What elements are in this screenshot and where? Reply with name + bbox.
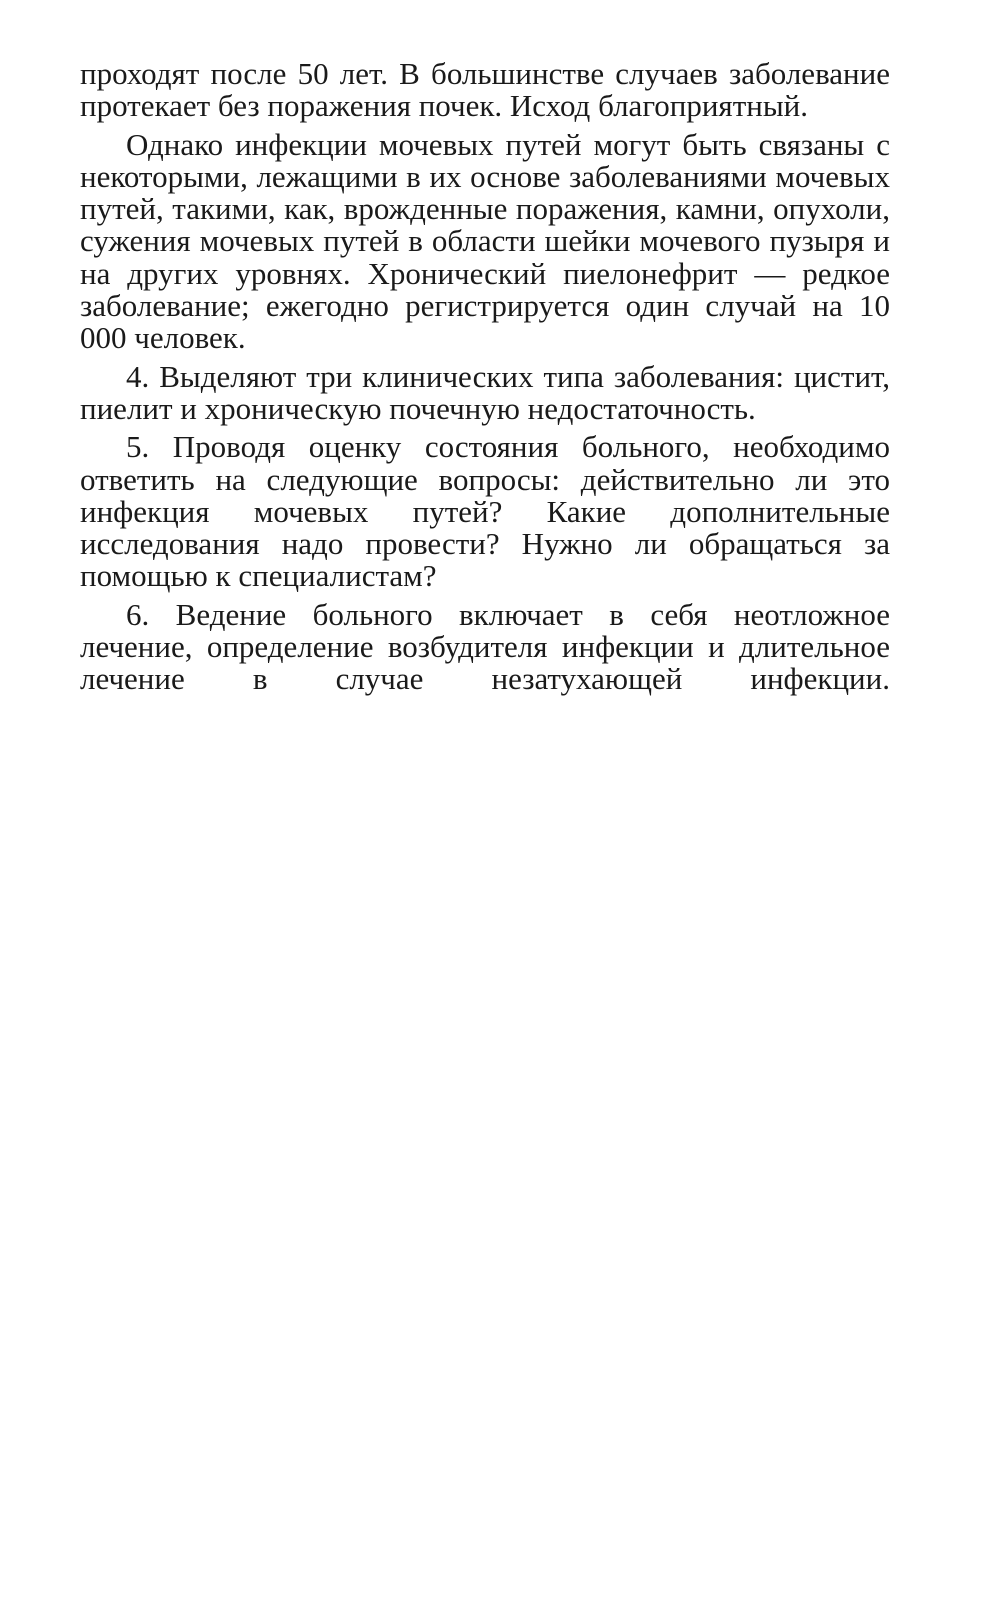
paragraph-uti-causes: Однако инфекции мочевых путей могут быть связаны с некоторыми, лежащими в их основе заболеваниями мочевых путей, такими, как, врожденные поражения, камни, опухоли, сужения мочевых путей в области шейки мочевого пузыря и на других уровнях. Хронический пиелонефрит — редкое заболевание; ежегодно регистрируется один случай на 10 000 человек.	[80, 126, 890, 356]
page-text	[80, 58, 890, 702]
paragraph-item-4: 4. Выделяют три клинических типа заболевания: цистит, пиелит и хроническую почечную недостаточность.	[80, 358, 890, 426]
paragraph-continuation: проходят после 50 лет. В большинстве случаев заболевание протекает без поражения почек. Исход благоприятный.	[80, 56, 890, 124]
paragraph-item-5: 5. Проводя оценку состояния больного, необходимо ответить на следующие вопросы: действительно ли это инфекция мочевых путей? Какие дополнительные исследования надо провести? Нужно ли обращаться за помощью к специалистам?	[80, 429, 890, 594]
paragraph-item-6: 6. Ведение больного включает в себя неотложное лечение, определение возбудителя инфекции и длительное лечение в случае незатухающей инфекции.	[80, 596, 890, 697]
